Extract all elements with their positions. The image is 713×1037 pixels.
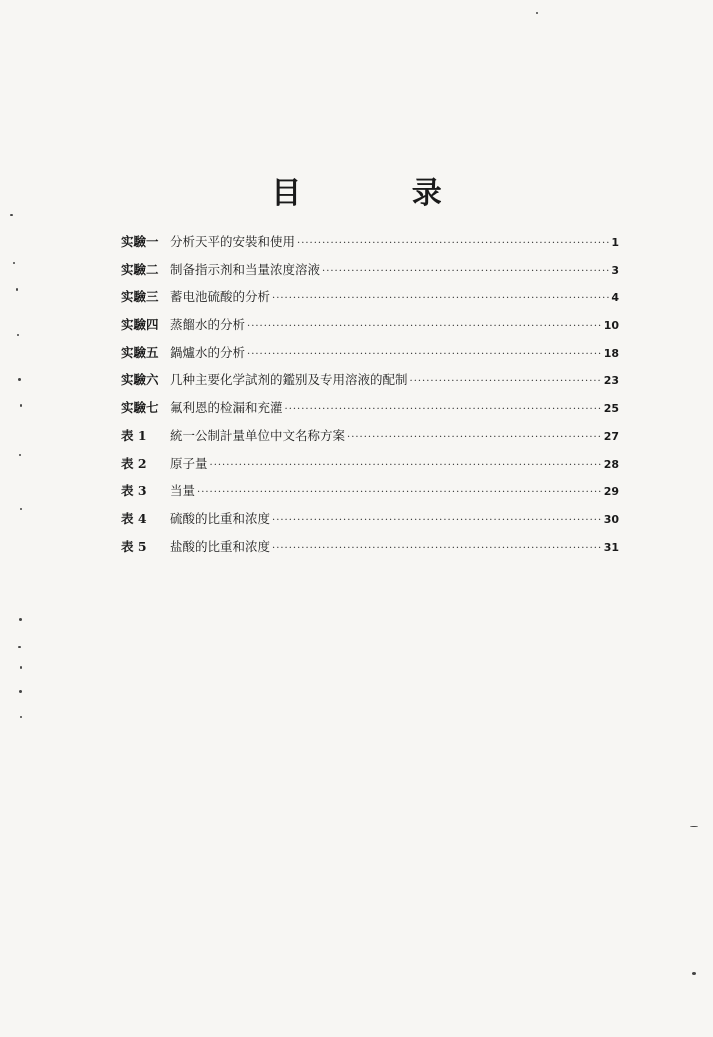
toc-entry[interactable]: [121, 232, 619, 260]
scan-speck: [13, 262, 15, 264]
toc-entry-page: 23: [603, 374, 619, 388]
scan-speck: [20, 666, 22, 669]
toc-leader-dots: [347, 432, 602, 443]
toc-entry-label: 实驗五: [121, 344, 159, 360]
toc-entry[interactable]: [121, 343, 619, 371]
toc-entry-label: 表 2: [121, 455, 147, 471]
toc-entry-title: 制备指示剂和当量浓度溶液: [170, 261, 321, 277]
toc-entry-title: 原子量: [170, 455, 208, 471]
toc-entry[interactable]: [121, 287, 619, 315]
toc-entry-title: 当量: [170, 483, 196, 499]
toc-entry[interactable]: [121, 398, 619, 426]
page-title: 目 录: [271, 176, 492, 211]
toc-entry[interactable]: [121, 260, 619, 288]
scan-speck: [19, 690, 22, 693]
toc-entry-label: 表 5: [121, 538, 147, 554]
toc-entry-page: 29: [603, 485, 619, 499]
toc-leader-dots: [297, 238, 609, 249]
toc-entry-title: 分析天平的安裝和使用: [170, 234, 296, 249]
toc-entry[interactable]: [121, 426, 619, 454]
toc-leader-dots: [322, 266, 609, 277]
table-of-contents: [121, 232, 619, 564]
toc-entry-title: 盐酸的比重和浓度: [170, 538, 271, 554]
scan-speck: [19, 618, 22, 621]
toc-entry[interactable]: [121, 537, 619, 565]
toc-entry-page: 18: [603, 346, 619, 360]
toc-leader-dots: [272, 543, 602, 554]
scan-speck: [16, 288, 18, 291]
toc-entry-title: 統一公制計量单位中文名称方案: [170, 427, 346, 443]
toc-entry-title: 蓄电池硫酸的分析: [170, 289, 271, 305]
scan-speck: [20, 508, 22, 510]
scan-speck: [19, 454, 21, 456]
toc-leader-dots: [210, 460, 602, 471]
scan-speck: [20, 716, 22, 718]
toc-leader-dots: [247, 349, 602, 360]
toc-entry-page: 28: [603, 457, 619, 471]
toc-entry-label: 实驗七: [121, 400, 159, 416]
toc-entry-page: 31: [603, 540, 619, 554]
toc-entry-title: 几种主要化学試剂的鑑别及专用溶液的配制: [170, 372, 408, 388]
toc-entry-label: 实驗二: [121, 261, 159, 277]
toc-entry[interactable]: [121, 370, 619, 398]
toc-entry-label: 表 3: [121, 483, 147, 499]
toc-entry[interactable]: [121, 454, 619, 482]
scan-speck: [692, 972, 696, 975]
toc-entry-page: 30: [603, 512, 619, 526]
scan-speck: [536, 12, 538, 14]
toc-leader-dots: [410, 376, 602, 387]
toc-entry-page: 10: [603, 319, 619, 333]
toc-entry-title: 蒸餾水的分析: [170, 317, 246, 333]
scan-speck: [18, 378, 21, 381]
toc-leader-dots: [272, 293, 609, 304]
toc-entry-page: 27: [603, 429, 619, 443]
toc-entry-label: 表 4: [121, 510, 147, 526]
toc-leader-dots: [285, 404, 602, 415]
scan-speck: [690, 826, 698, 827]
toc-entry-title: 氟利恩的检漏和充灌: [170, 400, 283, 416]
scan-speck: [18, 646, 21, 648]
toc-entry-title: 硫酸的比重和浓度: [170, 510, 271, 526]
toc-entry-label: 实驗一: [121, 234, 159, 249]
toc-entry-page: 25: [603, 402, 619, 416]
scan-speck: [20, 404, 22, 407]
scan-speck: [10, 214, 13, 216]
toc-entry-label: 实驗四: [121, 317, 159, 333]
toc-entry-label: 表 1: [121, 427, 147, 443]
toc-entry-label: 实驗六: [121, 372, 159, 388]
toc-entry[interactable]: [121, 509, 619, 537]
toc-entry[interactable]: [121, 481, 619, 509]
toc-leader-dots: [272, 515, 602, 526]
toc-entry-page: 3: [611, 263, 619, 277]
toc-entry-title: 鍋爐水的分析: [170, 344, 246, 360]
toc-leader-dots: [247, 321, 602, 332]
toc-entry-label: 实驗三: [121, 289, 159, 305]
toc-leader-dots: [197, 487, 602, 498]
toc-entry-page: 1: [611, 236, 619, 249]
toc-entry-page: 4: [611, 291, 619, 305]
scan-speck: [17, 334, 19, 336]
toc-entry[interactable]: [121, 315, 619, 343]
